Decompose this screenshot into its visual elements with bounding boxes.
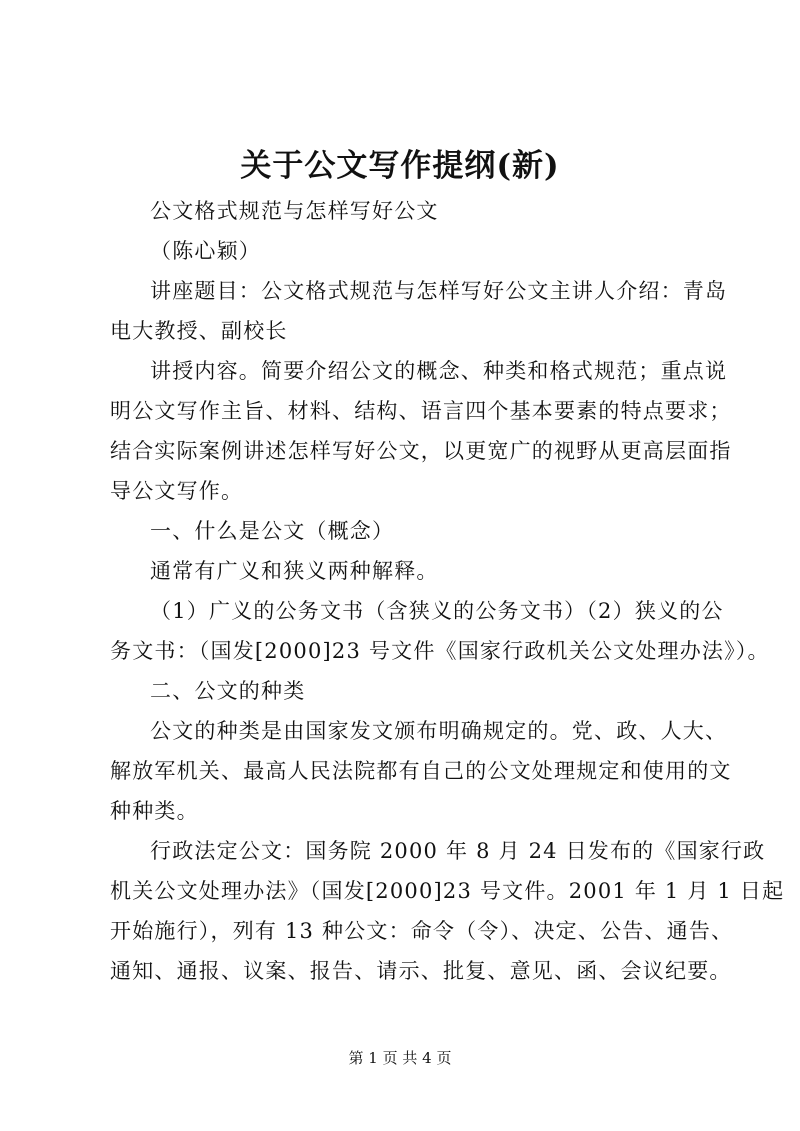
paragraph-line: 导公文写作。 (110, 479, 244, 503)
paragraph-line: 结合实际案例讲述怎样写好公文，以更宽广的视野从更高层面指 (110, 439, 732, 463)
paragraph-line: 开始施行），列有 13 种公文：命令（令）、决定、公告、通告、 (110, 919, 734, 943)
paragraph-line: 通知、通报、议案、报告、请示、批复、意见、函、会议纪要。 (110, 959, 732, 983)
section-heading: 一、什么是公文（概念） (150, 519, 395, 543)
paragraph-line: （1）广义的公务文书（含狭义的公务文书）（2）狭义的公 (150, 599, 724, 623)
paragraph-line: 讲座题目：公文格式规范与怎样写好公文主讲人介绍：青岛 (150, 279, 728, 303)
section-heading: 二、公文的种类 (150, 679, 306, 703)
paragraph-line: 解放军机关、最高人民法院都有自己的公文处理规定和使用的文 (110, 759, 732, 783)
paragraph-line: 务文书：（国发[2000]23 号文件《国家行政机关公文处理办法》）。 (110, 639, 770, 663)
author-line: （陈心颖） (150, 239, 261, 263)
paragraph-line: 讲授内容。简要介绍公文的概念、种类和格式规范；重点说 (150, 359, 728, 383)
paragraph-line: 公文的种类是由国家发文颁布明确规定的。党、政、人大、 (150, 719, 728, 743)
paragraph-line: 种种类。 (110, 799, 199, 823)
paragraph-line: 电大教授、副校长 (110, 319, 288, 343)
document-title: 关于公文写作提纲(新) (240, 148, 560, 184)
page-number-footer: 第 1 页 共 4 页 (348, 1049, 452, 1067)
paragraph-line: 通常有广义和狭义两种解释。 (150, 559, 439, 583)
subtitle-line: 公文格式规范与怎样写好公文 (150, 199, 439, 223)
paragraph-line: 机关公文处理办法》（国发[2000]23 号文件。2001 年 1 月 1 日起 (110, 879, 785, 903)
paragraph-line: 明公文写作主旨、材料、结构、语言四个基本要素的特点要求； (110, 399, 732, 423)
paragraph-line: 行政法定公文：国务院 2000 年 8 月 24 日发布的《国家行政 (150, 839, 766, 863)
